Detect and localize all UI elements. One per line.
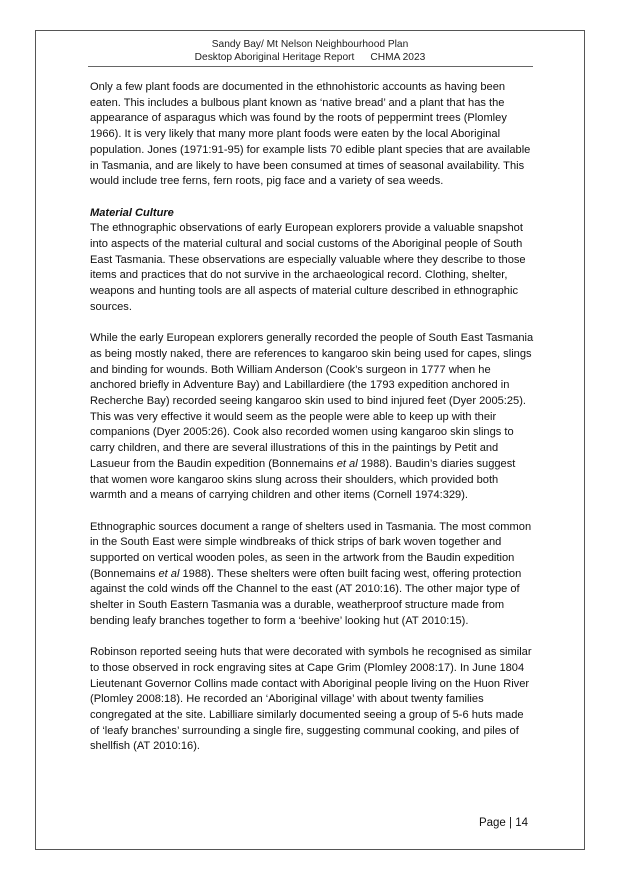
paragraph-clothing-part-2: 1988). Baudin’s diaries suggest that women wore kangaroo skins slung across their shoulders, which provided both warmth and a means of carrying children and other items (Cornell 1974:329). bbox=[90, 457, 516, 502]
header-org: CHMA 2023 bbox=[370, 52, 426, 63]
paragraph-clothing-part-1: While the early European explorers generally recorded the people of South East Tasmania as being mostly naked, there are references to kangaroo skin being used for capes, slings and binding for wounds. Both William Anderson (Cook’s surgeon in 1777 when he anchored briefly in Adventure Bay) and Labillardiere (the 1793 expedition anchored in Recherche Bay) recorded seeing kangaroo skin used to bind injured feet (Dyer 2005:25). This was very effective it would seem as the people were able to keep up with their companions (Dyer 2005:26). Cook also recorded women using kangaroo skin slings to carry children, and there are several illustrations of this in the paintings by Petit and Lasueur from the Baudin expedition (Bonnemains bbox=[90, 332, 534, 470]
italic-et-al: et al bbox=[158, 567, 180, 580]
paragraph-shelters-part-1: Ethnographic sources document a range of shelters used in Tasmania. The most common in the South East were simple windbreaks of thick strips of bark woven together and supported on vertical wooden poles, as seen in the artwork from the Baudin expedition (Bonnemains bbox=[90, 520, 532, 580]
paragraph-clothing bbox=[90, 331, 535, 504]
document-body bbox=[90, 80, 535, 771]
header-subtitle bbox=[36, 51, 584, 64]
paragraph-shelters bbox=[90, 520, 535, 630]
page-number: Page | 14 bbox=[478, 817, 528, 829]
paragraph-shelters-part-2: 1988). These shelters were often built facing west, offering protection against the cold winds off the Channel to the east (AT 2010:16). The other major type of shelter in South Eastern Tasmania was a durable, weatherproof structure made from bending leafy branches together to form a ‘beehive’ looking hut (AT 2010:15). bbox=[90, 567, 522, 627]
header-divider bbox=[88, 66, 533, 67]
paragraph-huts: Robinson reported seeing huts that were decorated with symbols he recognised as similar to those observed in rock engraving sites at Cape Grim (Plomley 2008:17). In June 1804 Lieutenant Governor Collins made contact with Aboriginal people living on the Huon River (Plomley 2008:18). He recorded an ‘Aboriginal village’ with about twenty families congregated at the site. Labilliare similarly documented seeing a group of 5-6 huts made of ‘leafy branches’ surrounding a single fire, suggesting communal cooking, and piles of shellfish (AT 2010:16). bbox=[90, 646, 532, 753]
header-title: Sandy Bay/ Mt Nelson Neighbourhood Plan bbox=[211, 39, 409, 50]
paragraph-ethnographic-observations: The ethnographic observations of early European explorers provide a valuable snapshot into aspects of the material cultural and social customs of the Aboriginal people of South East Tasmania. These observations are especially valuable where they describe to those items and practices that do not survive in the archaeological record. Clothing, shelter, weapons and hunting tools are all aspects of material culture described in ethnographic sources. bbox=[90, 222, 526, 313]
header-report-name: Desktop Aboriginal Heritage Report bbox=[194, 52, 355, 63]
paragraph-plant-foods: Only a few plant foods are documented in the ethnohistoric accounts as having been eaten. This includes a bulbous plant known as ‘native bread’ and a plant that has the appearance of asparagus which was found by the roots of peppermint trees (Plomley 1966). It is very likely that many more plant foods were eaten by the local Aboriginal population. Jones (1971:91-95) for example lists 70 edible plant species that are available in Tasmania, and are likely to have been consumed at times of seasonal availability. This would include tree ferns, fern roots, pig face and a variety of sea weeds. bbox=[90, 81, 531, 188]
section-heading-material-culture: Material Culture bbox=[90, 206, 174, 219]
italic-et-al: et al bbox=[336, 457, 358, 470]
page-header bbox=[36, 38, 584, 64]
